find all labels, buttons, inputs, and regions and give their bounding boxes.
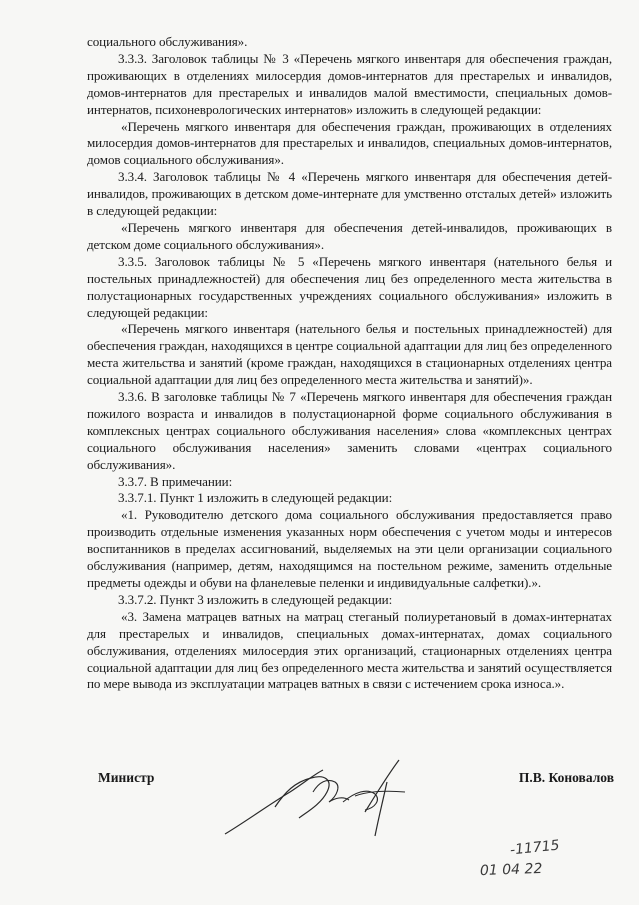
paragraph-3-3-7-2: 3.3.7.2. Пункт 3 изложить в следующей редакции:: [118, 591, 393, 607]
signer-name: П.В. Коновалов: [518, 770, 614, 785]
quote-3-3-3: «Перечень мягкого инвентаря для обеспечения граждан, проживающих в отделениях милосердия домов-интернатов для престарелых и инвалидов, специальных домов-интернатов, домов социального обслуживания».: [87, 118, 612, 168]
paragraph-3-3-6: 3.3.6. В заголовке таблицы № 7 «Перечень мягкого инвентаря для обеспечения граждан пожилого возраста и инвалидов в полустационарной форме социального обслуживания в комплексных центрах социального обслуживания населения» слова «комплексных центрах социального обслуживания населения» заменить словами «центрах социального обслуживания».: [87, 389, 612, 472]
document-body: [87, 34, 612, 693]
quote-3-3-4: «Перечень мягкого инвентаря для обеспечения детей-инвалидов, проживающих в детском доме социального обслуживания».: [87, 219, 612, 252]
paragraph-3-3-4: 3.3.4. Заголовок таблицы № 4 «Перечень мягкого инвентаря для обеспечения детей-инвалидов, проживающих в детском доме-интернате для умственно отсталых детей» изложить в следующей редакции:: [87, 169, 612, 219]
paragraph-3-3-7: 3.3.7. В примечании:: [118, 473, 233, 489]
paragraph-1: социального обслуживания».: [87, 34, 248, 49]
paragraph-3-3-5: 3.3.5. Заголовок таблицы № 5 «Перечень мягкого инвентаря (нательного белья и постельных принадлежностей) для обеспечения лиц без определенного места жительства в полустационарных государственных учреждениях социального обслуживания» изложить в следующей редакции:: [87, 253, 612, 320]
paragraph-3-3-7-1: 3.3.7.1. Пункт 1 изложить в следующей редакции:: [118, 490, 393, 506]
handwritten-date: 01 04 22: [479, 860, 543, 880]
handwritten-signature: [215, 752, 425, 844]
signer-title: Министр: [98, 770, 155, 785]
quote-3-3-7-1: «1. Руководителю детского дома социального обслуживания предоставляется право производить отдельные изменения указанных норм обеспечения с учетом моды и интересов воспитанников в пределах ассигнований, выделяемых на эти цели организации социального обслуживания (например, детям, находящимся на постельном режиме, заменить отдельные предметы одежды и обуви на фланелевые пеленки и индивидуальные салфетки).».: [87, 507, 612, 590]
quote-3-3-7-2: «3. Замена матрацев ватных на матрац стеганый полиуретановый в домах-интернатах для престарелых и инвалидов, специальных домах-интернатах, домах социального обслуживания, отделениях милосердия этих организаций, стационарных отделениях центра социальной адаптации для лиц без определенного места жительства и занятий осуществляется по мере вывода из эксплуатации матрацев ватных в связи с истечением срока износа.».: [87, 608, 612, 692]
handwritten-number: -11715: [509, 837, 561, 859]
paragraph-3-3-3: 3.3.3. Заголовок таблицы № 3 «Перечень мягкого инвентаря для обеспечения граждан, проживающих в отделениях милосердия домов-интернатов для престарелых и инвалидов, домов-интернатов для престарелых и инвалидов малой вместимости, специальных домов-интернатов, психоневрологических интернатов» изложить в следующей редакции:: [87, 50, 612, 117]
quote-3-3-5: «Перечень мягкого инвентаря (нательного белья и постельных принадлежностей) для обеспечения граждан, находящихся в центре социальной адаптации для лиц без определенного места жительства и занятий (кроме граждан, находящихся в стационарных отделениях центра социальной адаптации для лиц без определенного места жительства и занятий)».: [87, 321, 612, 388]
